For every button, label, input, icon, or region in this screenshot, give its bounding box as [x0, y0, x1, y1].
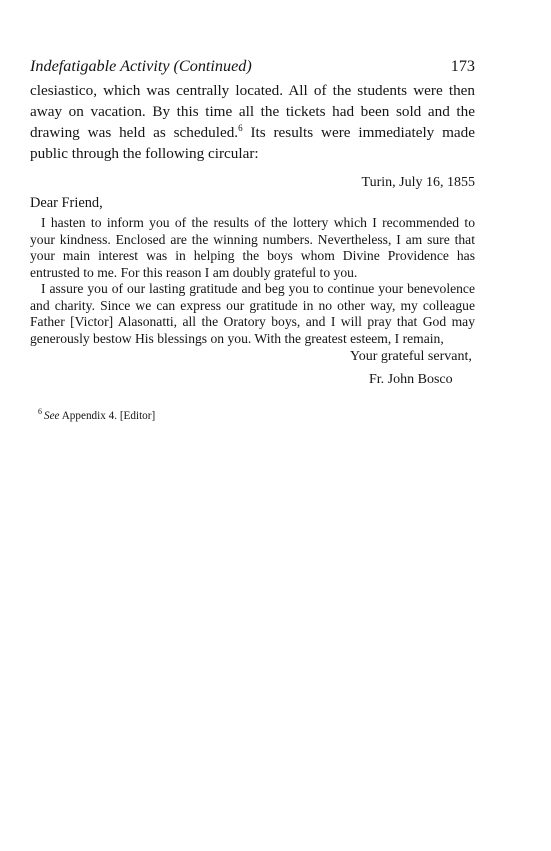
- footnote-marker: 6: [38, 407, 42, 417]
- letter-paragraph-1: I hasten to inform you of the results of the lottery which I recommended to your kindness. Enclosed are the winning numbers. Nevertheless, I am sure that your main interest was in helping the boys whom Divine Providence has entrusted to me. For this reason I am doubly grateful to you.: [30, 215, 475, 280]
- footnote-text: Appendix 4. [Editor]: [59, 410, 156, 422]
- intro-text-2: Its results were immediately made public through the following circular:: [30, 124, 475, 162]
- letter-paragraph-2: I assure you of our lasting gratitude and beg you to continue your benevolence and charity. Since we can express our gratitude in no other way, my colleague Father [Victor] Alasonatti, all the Oratory boys, and I will pray that God may generously bestow His blessings on you. With the greatest esteem, I remain,: [30, 281, 475, 346]
- intro-paragraph: [30, 80, 475, 164]
- intro-text-1: clesiastico, which was centrally located. All of the students were then away on vacation. By this time all the tickets had been sold and the drawing was held as scheduled.: [30, 82, 475, 141]
- letter-signature: Fr. John Bosco: [369, 372, 453, 387]
- footnote-reference: 6: [238, 122, 243, 133]
- page-header: [30, 56, 475, 76]
- page-number: 173: [450, 57, 475, 75]
- letter-salutation: Dear Friend,: [30, 195, 103, 211]
- running-title: Indefatigable Activity (Continued): [30, 57, 252, 75]
- letter-dateline: Turin, July 16, 1855: [361, 175, 475, 190]
- footnote: [38, 409, 475, 423]
- book-page: [30, 56, 475, 423]
- letter-closing: Your grateful servant,: [350, 349, 472, 364]
- footnote-see: See: [44, 410, 60, 422]
